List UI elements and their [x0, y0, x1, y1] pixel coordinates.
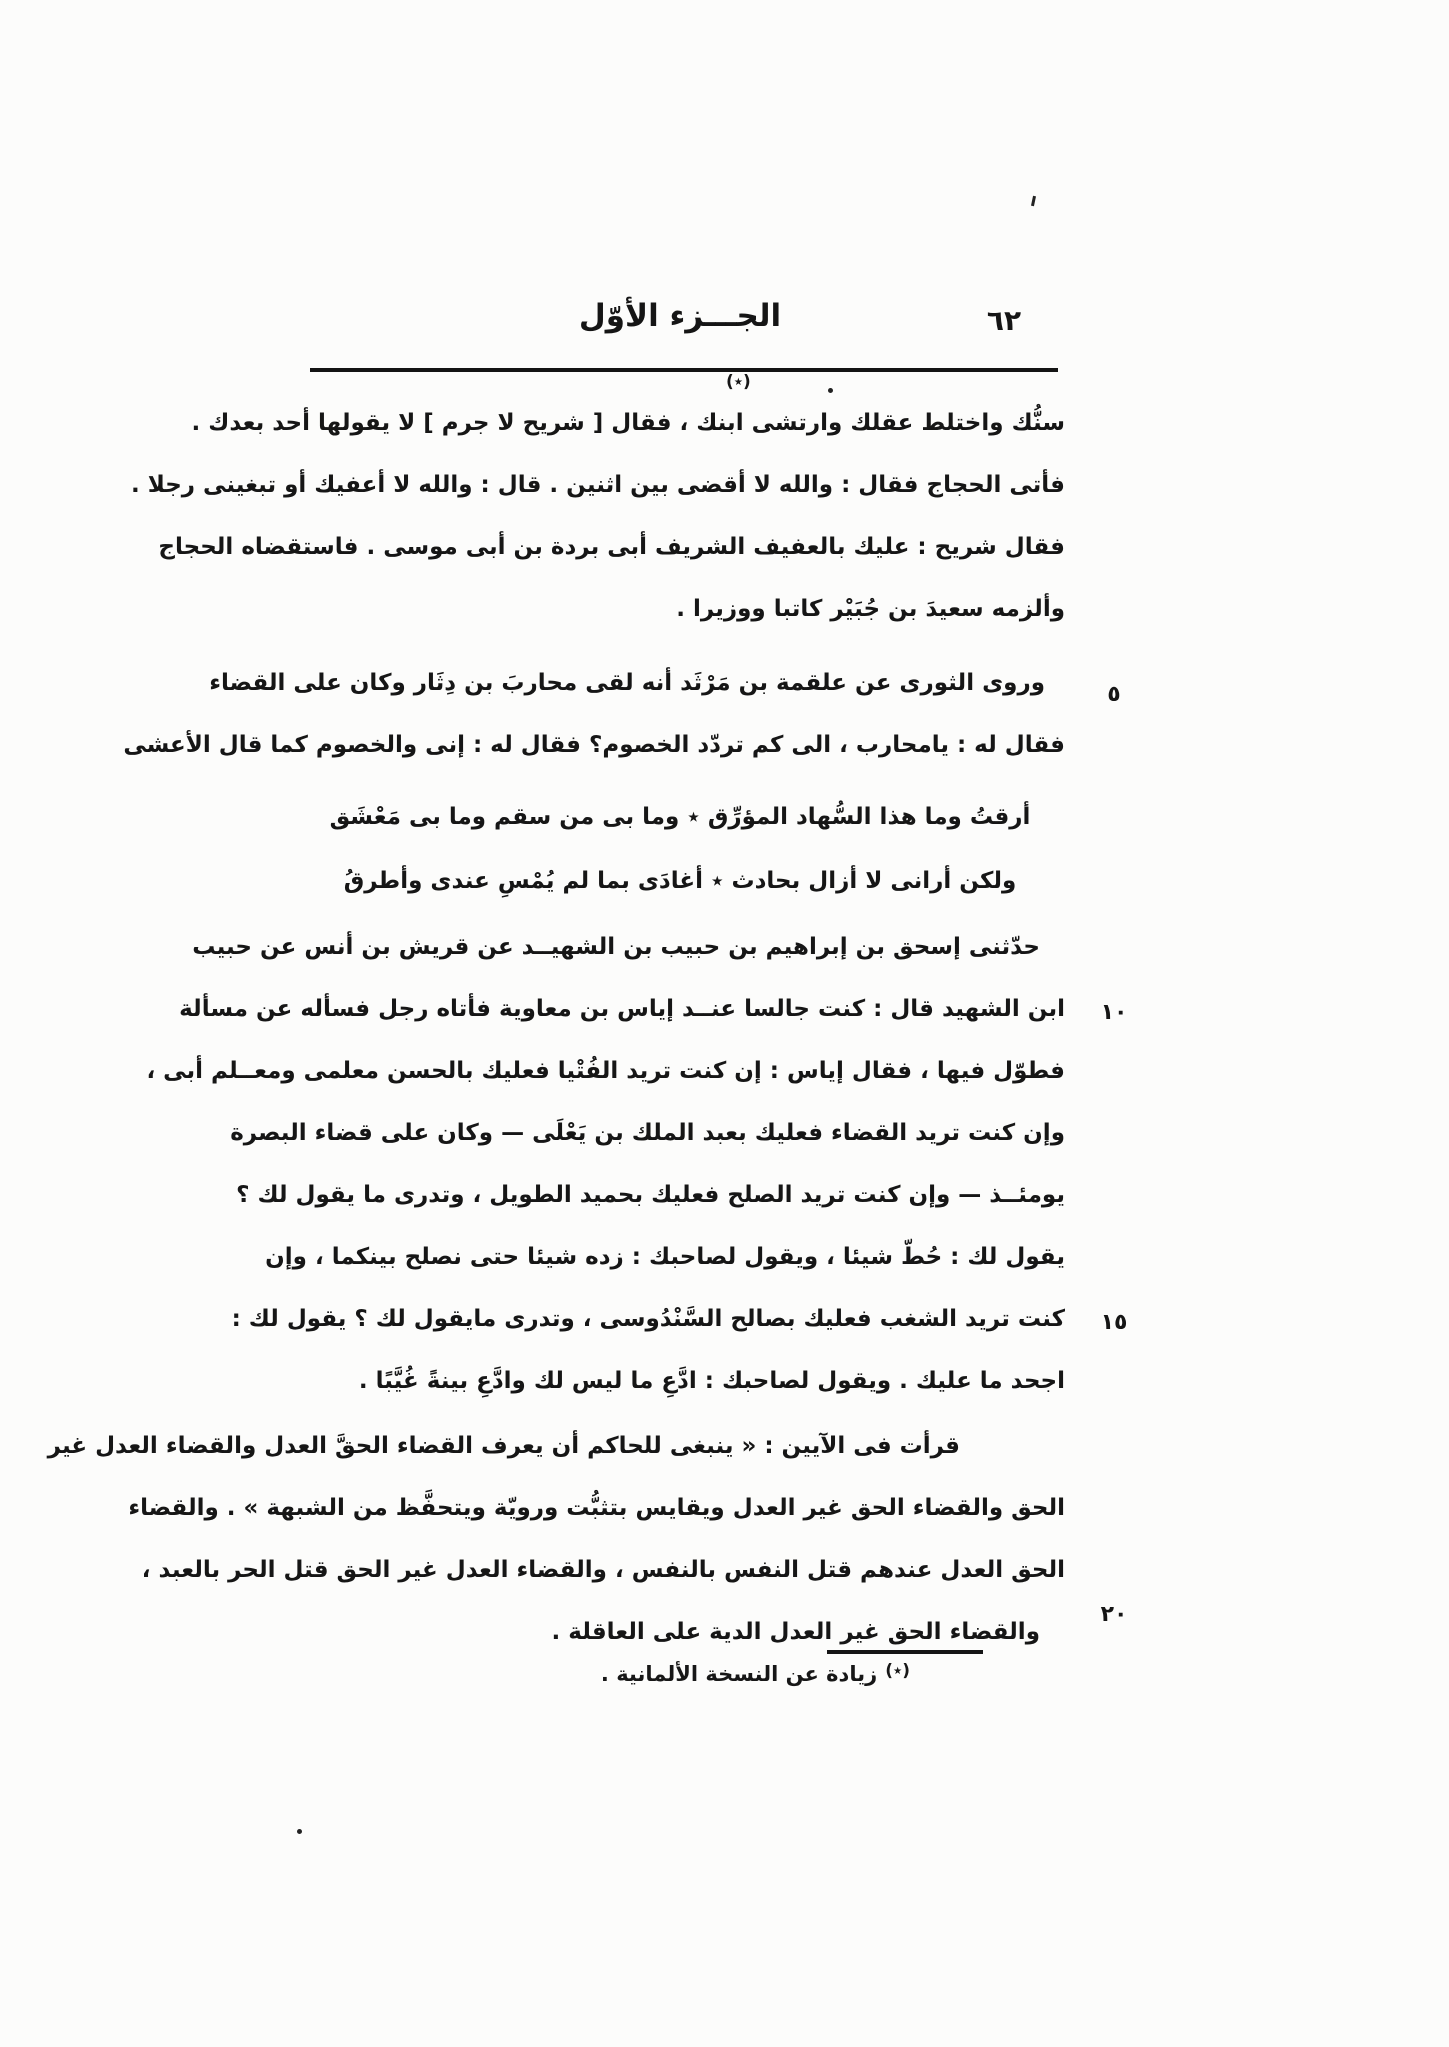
- body-line: فأتى الحجاج فقال : والله لا أقضى بين اثنين . قال : والله لا أعفيك أو تبغينى رجلا .: [131, 472, 1065, 498]
- paragraph-1: [131, 392, 1065, 640]
- body-line: وإن كنت تريد القضاء فعليك بعبد الملك بن يَعْلَى — وكان على قضاء البصرة: [230, 1120, 1065, 1146]
- body-line: قرأت فى الآيين : « ينبغى للحاكم أن يعرف القضاء الحقَّ العدل والقضاء العدل غير: [47, 1433, 960, 1459]
- margin-line-number-15: ١٥: [1100, 1310, 1128, 1335]
- paragraph-3: [146, 916, 1065, 1412]
- verse-couplet: [295, 785, 1065, 913]
- scan-speck-bottom-left: [297, 1829, 302, 1834]
- body-line: فقال له : يامحارب ، الى كم تردّد الخصوم؟ فقال له : إنى والخصوم كما قال الأعشى: [123, 732, 1065, 758]
- margin-line-number-20: ٢٠: [1100, 1602, 1128, 1627]
- footnote-marker: (٭): [885, 1661, 910, 1681]
- footnote-text: زيادة عن النسخة الألمانية .: [600, 1662, 878, 1686]
- verse-line: أرقتُ وما هذا السُّهاد المؤرِّق ٭ وما بى من سقم وما بى مَعْشَق: [329, 804, 1031, 830]
- header-rule: [310, 368, 1058, 372]
- body-line: والقضاء الحق غير العدل الدية على العاقلة .: [551, 1619, 1040, 1645]
- paragraph-4: [47, 1415, 1065, 1663]
- page-number: ٦٢: [986, 304, 1022, 337]
- margin-line-number-10: ١٠: [1100, 1000, 1128, 1025]
- body-line: الحق والقضاء الحق غير العدل ويقايس بتثبُّت ورويّة ويتحفَّظ من الشبهة » . والقضاء: [128, 1495, 1065, 1521]
- running-head-section-title: الجـــزء الأوّل: [578, 298, 782, 334]
- scan-speck-above-line1: [828, 388, 833, 393]
- body-line: يقول لك : حُطّ شيئا ، ويقول لصاحبك : زده شيئا حتى نصلح بينكما ، وإن: [265, 1244, 1065, 1270]
- footnote: [601, 1662, 910, 1686]
- margin-line-number-5: ٥: [1107, 682, 1121, 707]
- body-line: وألزمه سعيدَ بن جُبَيْر كاتبا ووزيرا .: [676, 596, 1065, 622]
- body-line: وروى الثورى عن علقمة بن مَرْثَد أنه لقى محاربَ بن دِثَار وكان على القضاء: [209, 670, 1045, 696]
- footnote-ref-marker: (٭): [726, 372, 751, 392]
- body-line: حدّثنى إسحق بن إبراهيم بن حبيب بن الشهيــد عن قريش بن أنس عن حبيب: [192, 934, 1040, 960]
- scan-speck-top-right: [1031, 196, 1036, 206]
- paragraph-2: [123, 652, 1065, 776]
- body-line: الحق العدل عندهم قتل النفس بالنفس ، والقضاء العدل غير الحق قتل الحر بالعبد ،: [141, 1557, 1065, 1583]
- footnote-separator: [827, 1650, 983, 1654]
- body-line: فطوّل فيها ، فقال إياس : إن كنت تريد الفُتْيا فعليك بالحسن معلمى ومعــلم أبى ،: [146, 1058, 1065, 1084]
- body-line: اجحد ما عليك . ويقول لصاحبك : ادَّعِ ما ليس لك وادَّعِ بينةً غُيَّبًا .: [358, 1368, 1065, 1394]
- body-line: ابن الشهيد قال : كنت جالسا عنــد إياس بن معاوية فأتاه رجل فسأله عن مسألة: [179, 996, 1065, 1022]
- verse-line: ولكن أرانى لا أزال بحادث ٭ أغادَى بما لم يُمْسِ عندى وأطرقُ: [343, 868, 1017, 894]
- body-line: كنت تريد الشغب فعليك بصالح السَّنْدُوسى ، وتدرى مايقول لك ؟ يقول لك :: [231, 1306, 1065, 1332]
- body-line: يومئــذ — وإن كنت تريد الصلح فعليك بحميد الطويل ، وتدرى ما يقول لك ؟: [236, 1182, 1065, 1208]
- body-line: فقال شريح : عليك بالعفيف الشريف أبى بردة بن أبى موسى . فاستقضاه الحجاج: [158, 534, 1065, 560]
- body-line: سنُّك واختلط عقلك وارتشى ابنك ، فقال [ شريح لا جرم ] لا يقولها أحد بعدك .: [191, 410, 1065, 436]
